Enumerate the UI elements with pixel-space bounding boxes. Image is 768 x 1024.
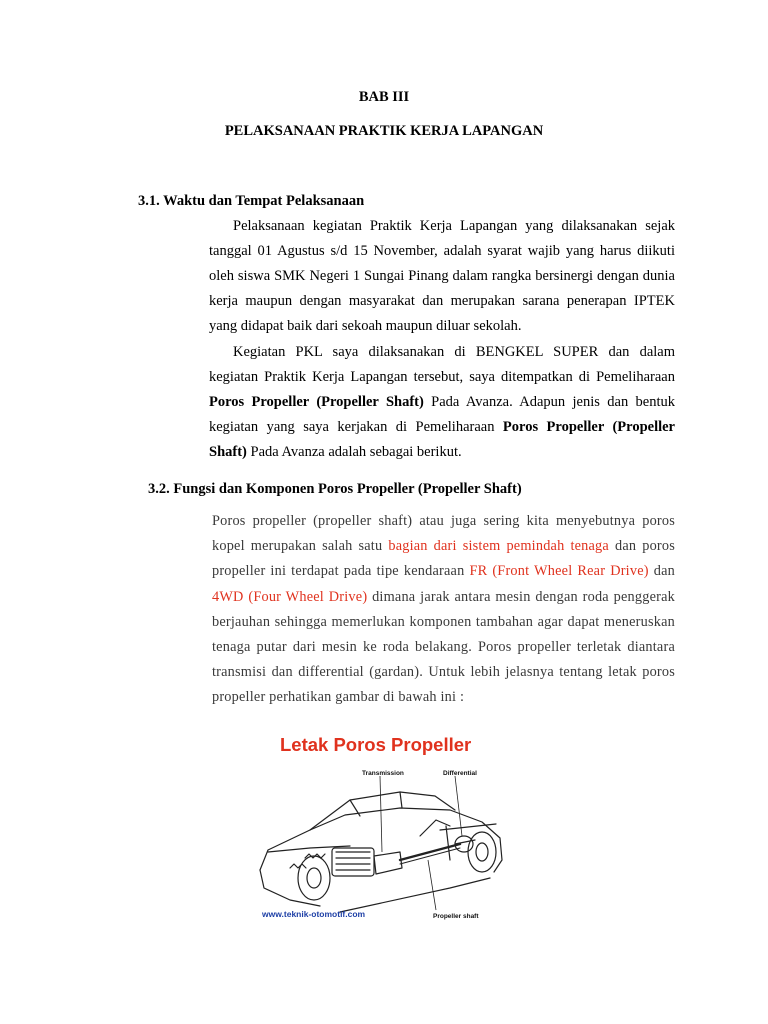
- section-heading-3-1: 3.1. Waktu dan Tempat Pelaksanaan: [138, 193, 365, 209]
- highlight-link: FR (Front Wheel Rear Drive): [469, 563, 649, 580]
- text-span: dan poros propeller ini terdapat pada tipe kendaraan: [212, 538, 676, 580]
- text-span: Poros propeller (propeller shaft) atau juga sering kita menyebutnya poros kopel merupakan salah satu: [212, 513, 675, 555]
- car-drivetrain-illustration: [250, 760, 510, 930]
- chapter-title: PELAKSANAAN PRAKTIK KERJA LAPANGAN: [224, 123, 544, 139]
- text-span: Kegiatan PKL saya dilaksanakan di BENGKEL SUPER dan dalam kegiatan Praktik Kerja Lapangan tersebut, saya ditempatkan di Pemeliharaan: [209, 344, 675, 385]
- label-differential: Differential: [443, 770, 477, 777]
- label-transmission: Transmission: [362, 770, 404, 777]
- paragraph-fungsi-poros: [212, 509, 675, 711]
- paragraph-waktu-tempat: Pelaksanaan kegiatan Praktik Kerja Lapangan yang dilaksanakan sejak tanggal 01 Agustus s/d 15 November, adalah syarat wajib yang harus diikuti oleh siswa SMK Negeri 1 Sungai Pinang dalam rangka bersinergi dengan dunia kerja maupun dengan masyarakat dan merupakan sarana penerapan IPTEK yang didapat baik dari sekoah maupun diluar sekolah.: [209, 218, 675, 334]
- bold-term: Poros Propeller (Propeller Shaft): [209, 394, 424, 410]
- figure-title: Letak Poros Propeller: [280, 734, 472, 755]
- highlight-link: bagian dari sistem pemindah tenaga: [388, 538, 609, 555]
- label-propeller-shaft: Propeller shaft: [433, 913, 479, 920]
- chapter-heading: BAB III: [358, 89, 410, 105]
- text-span: Pada Avanza. Adapun jenis dan bentuk kegiatan yang saya kerjakan di Pemeliharaan: [209, 394, 676, 435]
- paragraph-kegiatan-pkl: [209, 340, 675, 465]
- watermark-url: www.teknik-otomotif.com: [262, 909, 366, 919]
- text-span: dan: [648, 563, 675, 580]
- section-heading-3-2: 3.2. Fungsi dan Komponen Poros Propeller (Propeller Shaft): [148, 481, 522, 497]
- bold-term: Poros Propeller (Propeller Shaft): [209, 419, 675, 460]
- text-span: Pada Avanza adalah sebagai berikut.: [246, 444, 462, 460]
- text-span: dimana jarak antara mesin dengan roda penggerak berjauhan sehingga memerlukan komponen tambahan agar dapat meneruskan tenaga putar dari mesin ke roda belakang. Poros propeller terletak diantara transmisi dan differential (gardan). Untuk lebih jelasnya tentang letak poros propeller perhatikan gambar di bawah ini :: [212, 588, 675, 706]
- highlight-link: 4WD (Four Wheel Drive): [212, 588, 368, 605]
